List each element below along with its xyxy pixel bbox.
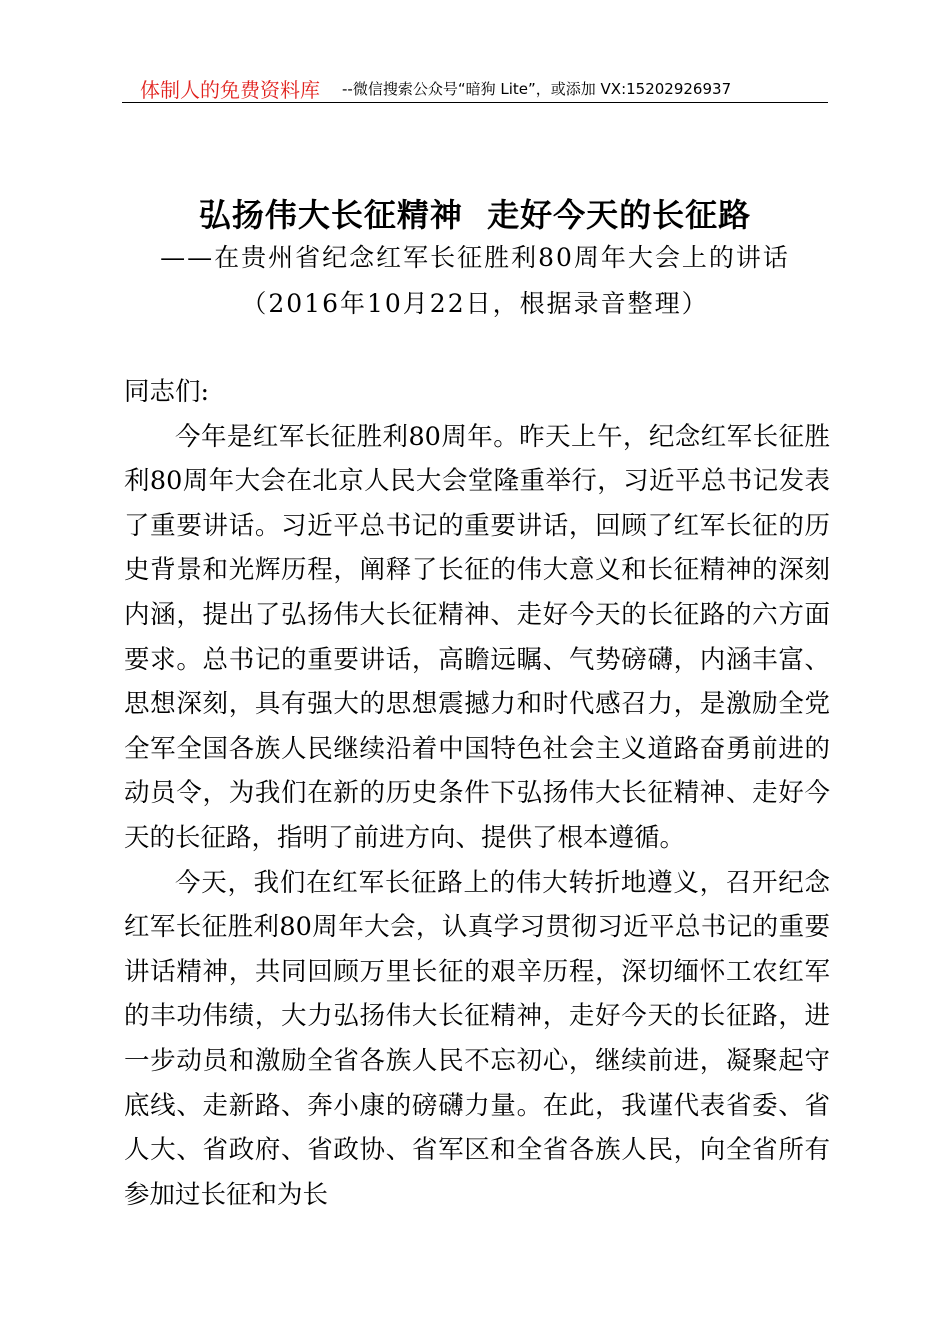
paragraph: 今天，我们在红军长征路上的伟大转折地遵义，召开纪念红军长征胜利80周年大会，认真学习贯彻习近平总书记的重要讲话精神，共同回顾万里长征的艰辛历程，深切缅怀工农红军的丰功伟绩，大力弘扬伟大长征精神，走好今天的长征路，进一步动员和激励全省各族人民不忘初心，继续前进，凝聚起守底线、走新路、奔小康的磅礴力量。在此，我谨代表省委、省人大、省政府、省政协、省军区和全省各族人民，向全省所有参加过长征和为长 [124, 867, 830, 1210]
paragraph: 今年是红军长征胜利80周年。昨天上午，纪念红军长征胜利80周年大会在北京人民大会堂隆重举行，习近平总书记发表了重要讲话。习近平总书记的重要讲话，回顾了红军长征的历史背景和光辉历程，阐释了长征的伟大意义和长征精神的深刻内涵，提出了弘扬伟大长征精神、走好今天的长征路的六方面要求。总书记的重要讲话，高瞻远瞩、气势磅礴，内涵丰富、思想深刻，具有强大的思想震撼力和时代感召力，是激励全党全军全国各族人民继续沿着中国特色社会主义道路奋勇前进的动员令，为我们在新的历史条件下弘扬伟大长征精神、走好今天的长征路，指明了前进方向、提供了根本遵循。 [124, 421, 830, 853]
page-header [122, 72, 828, 103]
header-note: --微信搜索公众号“暗狗 Lite”，或添加 VX:15202926937 [342, 80, 732, 98]
document-title: 弘扬伟大长征精神 走好今天的长征路 [198, 196, 752, 234]
document-body [124, 370, 830, 1217]
header-brand: 体制人的免费资料库 [140, 78, 320, 102]
document-date-note: （2016年10月22日，根据录音整理） [241, 289, 709, 318]
salutation: 同志们: [124, 377, 210, 407]
document-subtitle: ——在贵州省纪念红军长征胜利80周年大会上的讲话 [160, 243, 790, 272]
